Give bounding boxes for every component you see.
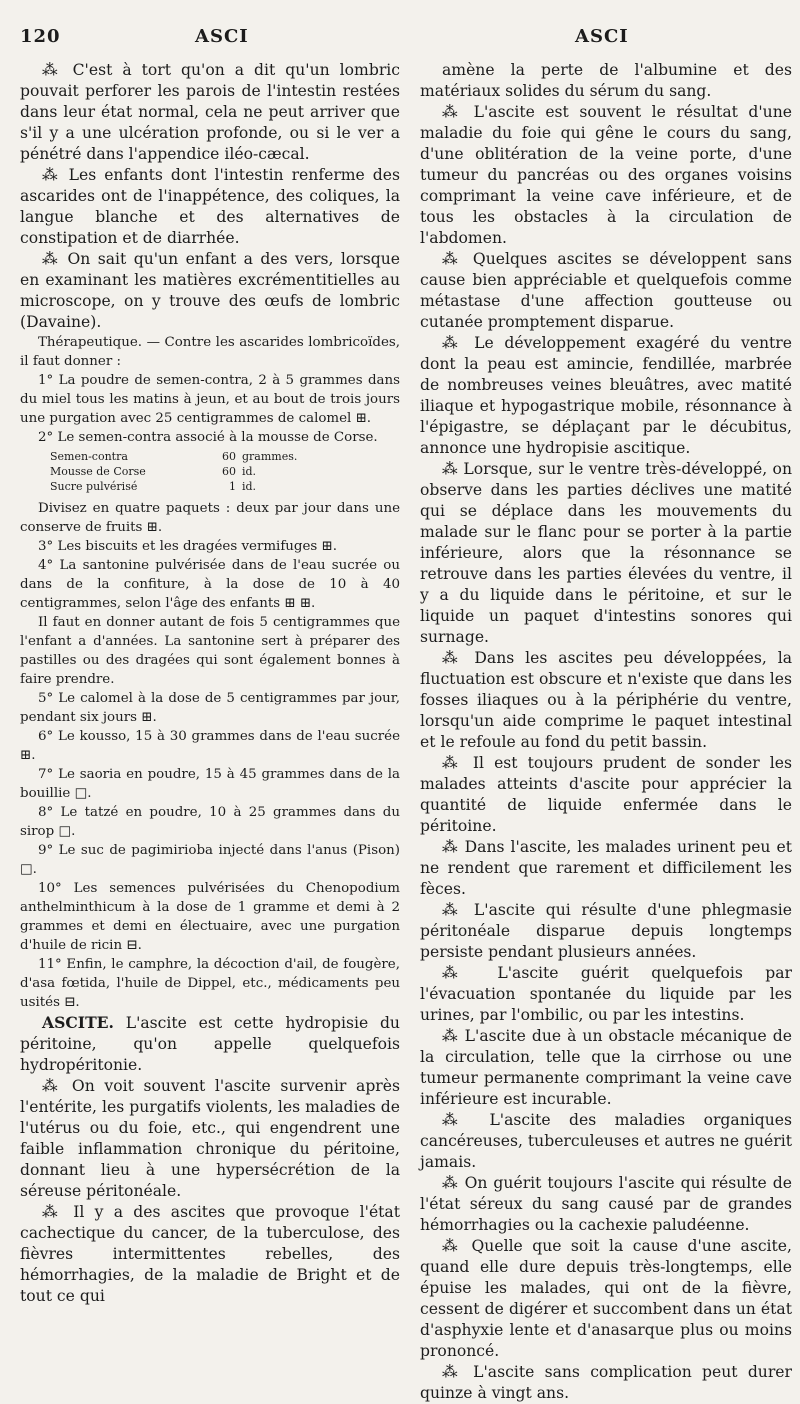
paragraph: 1° La poudre de semen-contra, 2 à 5 grammes dans du miel tous les matins à jeun, et au bout de trois jours une purgation avec 25 centigrammes de calomel ⊞. (20, 373, 400, 426)
recipe-unit: id. (242, 480, 257, 493)
paragraph: ⁂ On sait qu'un enfant a des vers, lorsque en examinant les matières excrémentitielles au microscope, on y trouve des œufs de lombric (Davaine). (20, 250, 400, 331)
recipe-row (50, 464, 400, 479)
paragraph: Thérapeutique. — Contre les ascarides lombricoïdes, il faut donner : (20, 335, 400, 369)
paragraph: ⁂ L'ascite guérit quelquefois par l'évacuation spontanée du liquide par les urines, par l'ombilic, ou par les intestins. (420, 964, 792, 1024)
paragraph: ⁂ Lorsque, sur le ventre très-développé, on observe dans les parties déclives une matité qui se déplace dans les mouvements du malade sur le flanc pour se porter à la partie inférieure, alors que la résonnance se retrouve dans les parties élevées du ventre, il y a du liquide dans le péritoine, et sur le liquide un paquet d'intestins sonores qui surnage. (420, 460, 792, 646)
entry-term: ASCITE. (42, 1013, 114, 1032)
paragraph: ⁂ Il y a des ascites que provoque l'état cachectique du cancer, de la tuberculose, des fièvres intermittentes rebelles, des hémorrhagies, de la maladie de Bright et de tout ce qui (20, 1203, 400, 1305)
paragraph: 4° La santonine pulvérisée dans de l'eau sucrée ou dans de la confiture, à la dose de 10 à 40 centigrammes, selon l'âge des enfants ⊞ ⊞. (20, 558, 400, 611)
paragraph: ⁂ L'ascite des maladies organiques cancéreuses, tuberculeuses et autres ne guérit jamais. (420, 1111, 792, 1171)
paragraph: 10° Les semences pulvérisées du Chenopodium anthelminthicum à la dose de 1 gramme et demi à 2 grammes et demi en électuaire, avec une purgation d'huile de ricin ⊟. (20, 881, 400, 953)
running-head-left: ASCI (195, 26, 249, 47)
paragraph: ⁂ L'ascite due à un obstacle mécanique de la circulation, telle que la cirrhose ou une tumeur permanente comprimant la veine cave inférieure est incurable. (420, 1027, 792, 1108)
recipe-table (50, 449, 400, 494)
paragraph: 2° Le semen-contra associé à la mousse de Corse. (38, 430, 378, 445)
left-text-after-entry (20, 1076, 400, 1307)
paragraph: ⁂ Dans les ascites peu développées, la fluctuation est obscure et n'existe que dans les fosses iliaques ou à la périphérie du ventre, lorsqu'un aide comprime le paquet intestinal et le refoule au fond du petit bassin. (420, 649, 792, 751)
recipe-unit: id. (242, 465, 257, 478)
recipe-qty: 1 (229, 480, 236, 493)
paragraph: 11° Enfin, le camphre, la décoction d'ail, de fougère, d'asa fœtida, l'huile de Dippel, etc., médicaments peu usités ⊟. (20, 957, 400, 1010)
paragraph: ⁂ Il est toujours prudent de sonder les malades atteints d'ascite pour apprécier la quantité de liquide enfermée dans le péritoine. (420, 754, 792, 835)
paragraph: ⁂ L'ascite qui résulte d'une phlegmasie péritonéale disparue depuis longtemps persiste pendant plusieurs années. (420, 901, 792, 961)
paragraph: ⁂ L'ascite est souvent le résultat d'une maladie du foie qui gêne le cours du sang, d'une oblitération de la veine porte, d'une tumeur du pancréas ou des organes voisins comprimant la veine cave inférieure, et de tous les obstacles à la circulation de l'abdomen. (420, 103, 792, 247)
paragraph: Divisez en quatre paquets : deux par jour dans une conserve de fruits ⊞. (20, 501, 400, 535)
page-number: 120 (20, 26, 61, 47)
paragraph: ⁂ Les enfants dont l'intestin renferme des ascarides ont de l'inappétence, des coliques, la langue blanche et des alternatives de constipation et de diarrhée. (20, 166, 400, 247)
paragraph: amène la perte de l'albumine et des matériaux solides du sérum du sang. (420, 61, 792, 100)
paragraph: 3° Les biscuits et les dragées vermifuges ⊞. (38, 539, 338, 554)
recipe-row (50, 479, 400, 494)
running-head-right: ASCI (575, 26, 629, 47)
paragraph: ⁂ Quelques ascites se développent sans cause bien appréciable et quelquefois comme métastase d'une affection goutteuse ou cutanée promptement disparue. (420, 250, 792, 331)
left-text-top (20, 60, 400, 447)
left-column (20, 60, 400, 1305)
recipe-unit: grammes. (242, 450, 298, 463)
paragraph: ⁂ Dans l'ascite, les malades urinent peu et ne rendent que rarement et difficilement les fèces. (420, 838, 792, 898)
paragraph: ⁂ C'est à tort qu'on a dit qu'un lombric pouvait perforer les parois de l'intestin restées dans leur état normal, cela ne peut arriver que s'il y a une ulcération profonde, ou si le ver a pénétré dans l'appendice iléo-cæcal. (20, 61, 400, 163)
recipe-name: Sucre pulvérisé (50, 480, 138, 493)
recipe-name: Semen-contra (50, 450, 128, 463)
paragraph: 5° Le calomel à la dose de 5 centigrammes par jour, pendant six jours ⊞. (20, 691, 400, 725)
paragraph: 9° Le suc de pagimirioba injecté dans l'anus (Pison) □. (20, 843, 400, 877)
paragraph: ⁂ On voit souvent l'ascite survenir après l'entérite, les purgatifs violents, les maladies de l'utérus ou du foie, etc., qui engendrent une faible inflammation chronique du péritoine, donnant lieu à une hypersécrétion de la séreuse péritonéale. (20, 1077, 400, 1200)
left-text-bottom (20, 499, 400, 1012)
dictionary-entry (20, 1012, 400, 1076)
paragraph: ⁂ Le développement exagéré du ventre dont la peau est amincie, fendillée, marbrée de nombreuses veines bleuâtres, avec matité iliaque et hypogastrique mobile, résonnance à l'épigastre, se déplaçant par le décubitus, annonce une hydropisie ascitique. (420, 334, 792, 457)
paragraph: ⁂ L'ascite sans complication peut durer quinze à vingt ans. (420, 1363, 792, 1402)
paragraph: ⁂ On guérit toujours l'ascite qui résulte de l'état séreux du sang causé par de grandes hémorrhagies ou la cachexie paludéenne. (420, 1174, 792, 1234)
paragraph: ⁂ Quelle que soit la cause d'une ascite, quand elle dure depuis très-longtemps, elle épuise les malades, qui ont de la fièvre, cessent de digérer et succombent dans un état d'asphyxie lente et d'anasarque plus ou moins prononcé. (420, 1237, 792, 1360)
paragraph: 7° Le saoria en poudre, 15 à 45 grammes dans de la bouillie □. (20, 767, 400, 801)
entry-definition: L'ascite est cette hydropisie du péritoine, qu'on appelle quelquefois hydropéritonie. (20, 1014, 400, 1074)
paragraph: Il faut en donner autant de fois 5 centigrammes que l'enfant a d'années. La santonine sert à préparer des pastilles ou des dragées qui sont également bonnes à faire prendre. (20, 615, 400, 687)
paragraph: 8° Le tatzé en poudre, 10 à 25 grammes dans du sirop □. (20, 805, 400, 839)
recipe-row (50, 449, 400, 464)
recipe-name: Mousse de Corse (50, 465, 146, 478)
recipe-qty: 60 (222, 465, 236, 478)
right-column (420, 60, 792, 1402)
paragraph: 6° Le kousso, 15 à 30 grammes dans de l'eau sucrée ⊞. (20, 729, 400, 763)
recipe-qty: 60 (222, 450, 236, 463)
